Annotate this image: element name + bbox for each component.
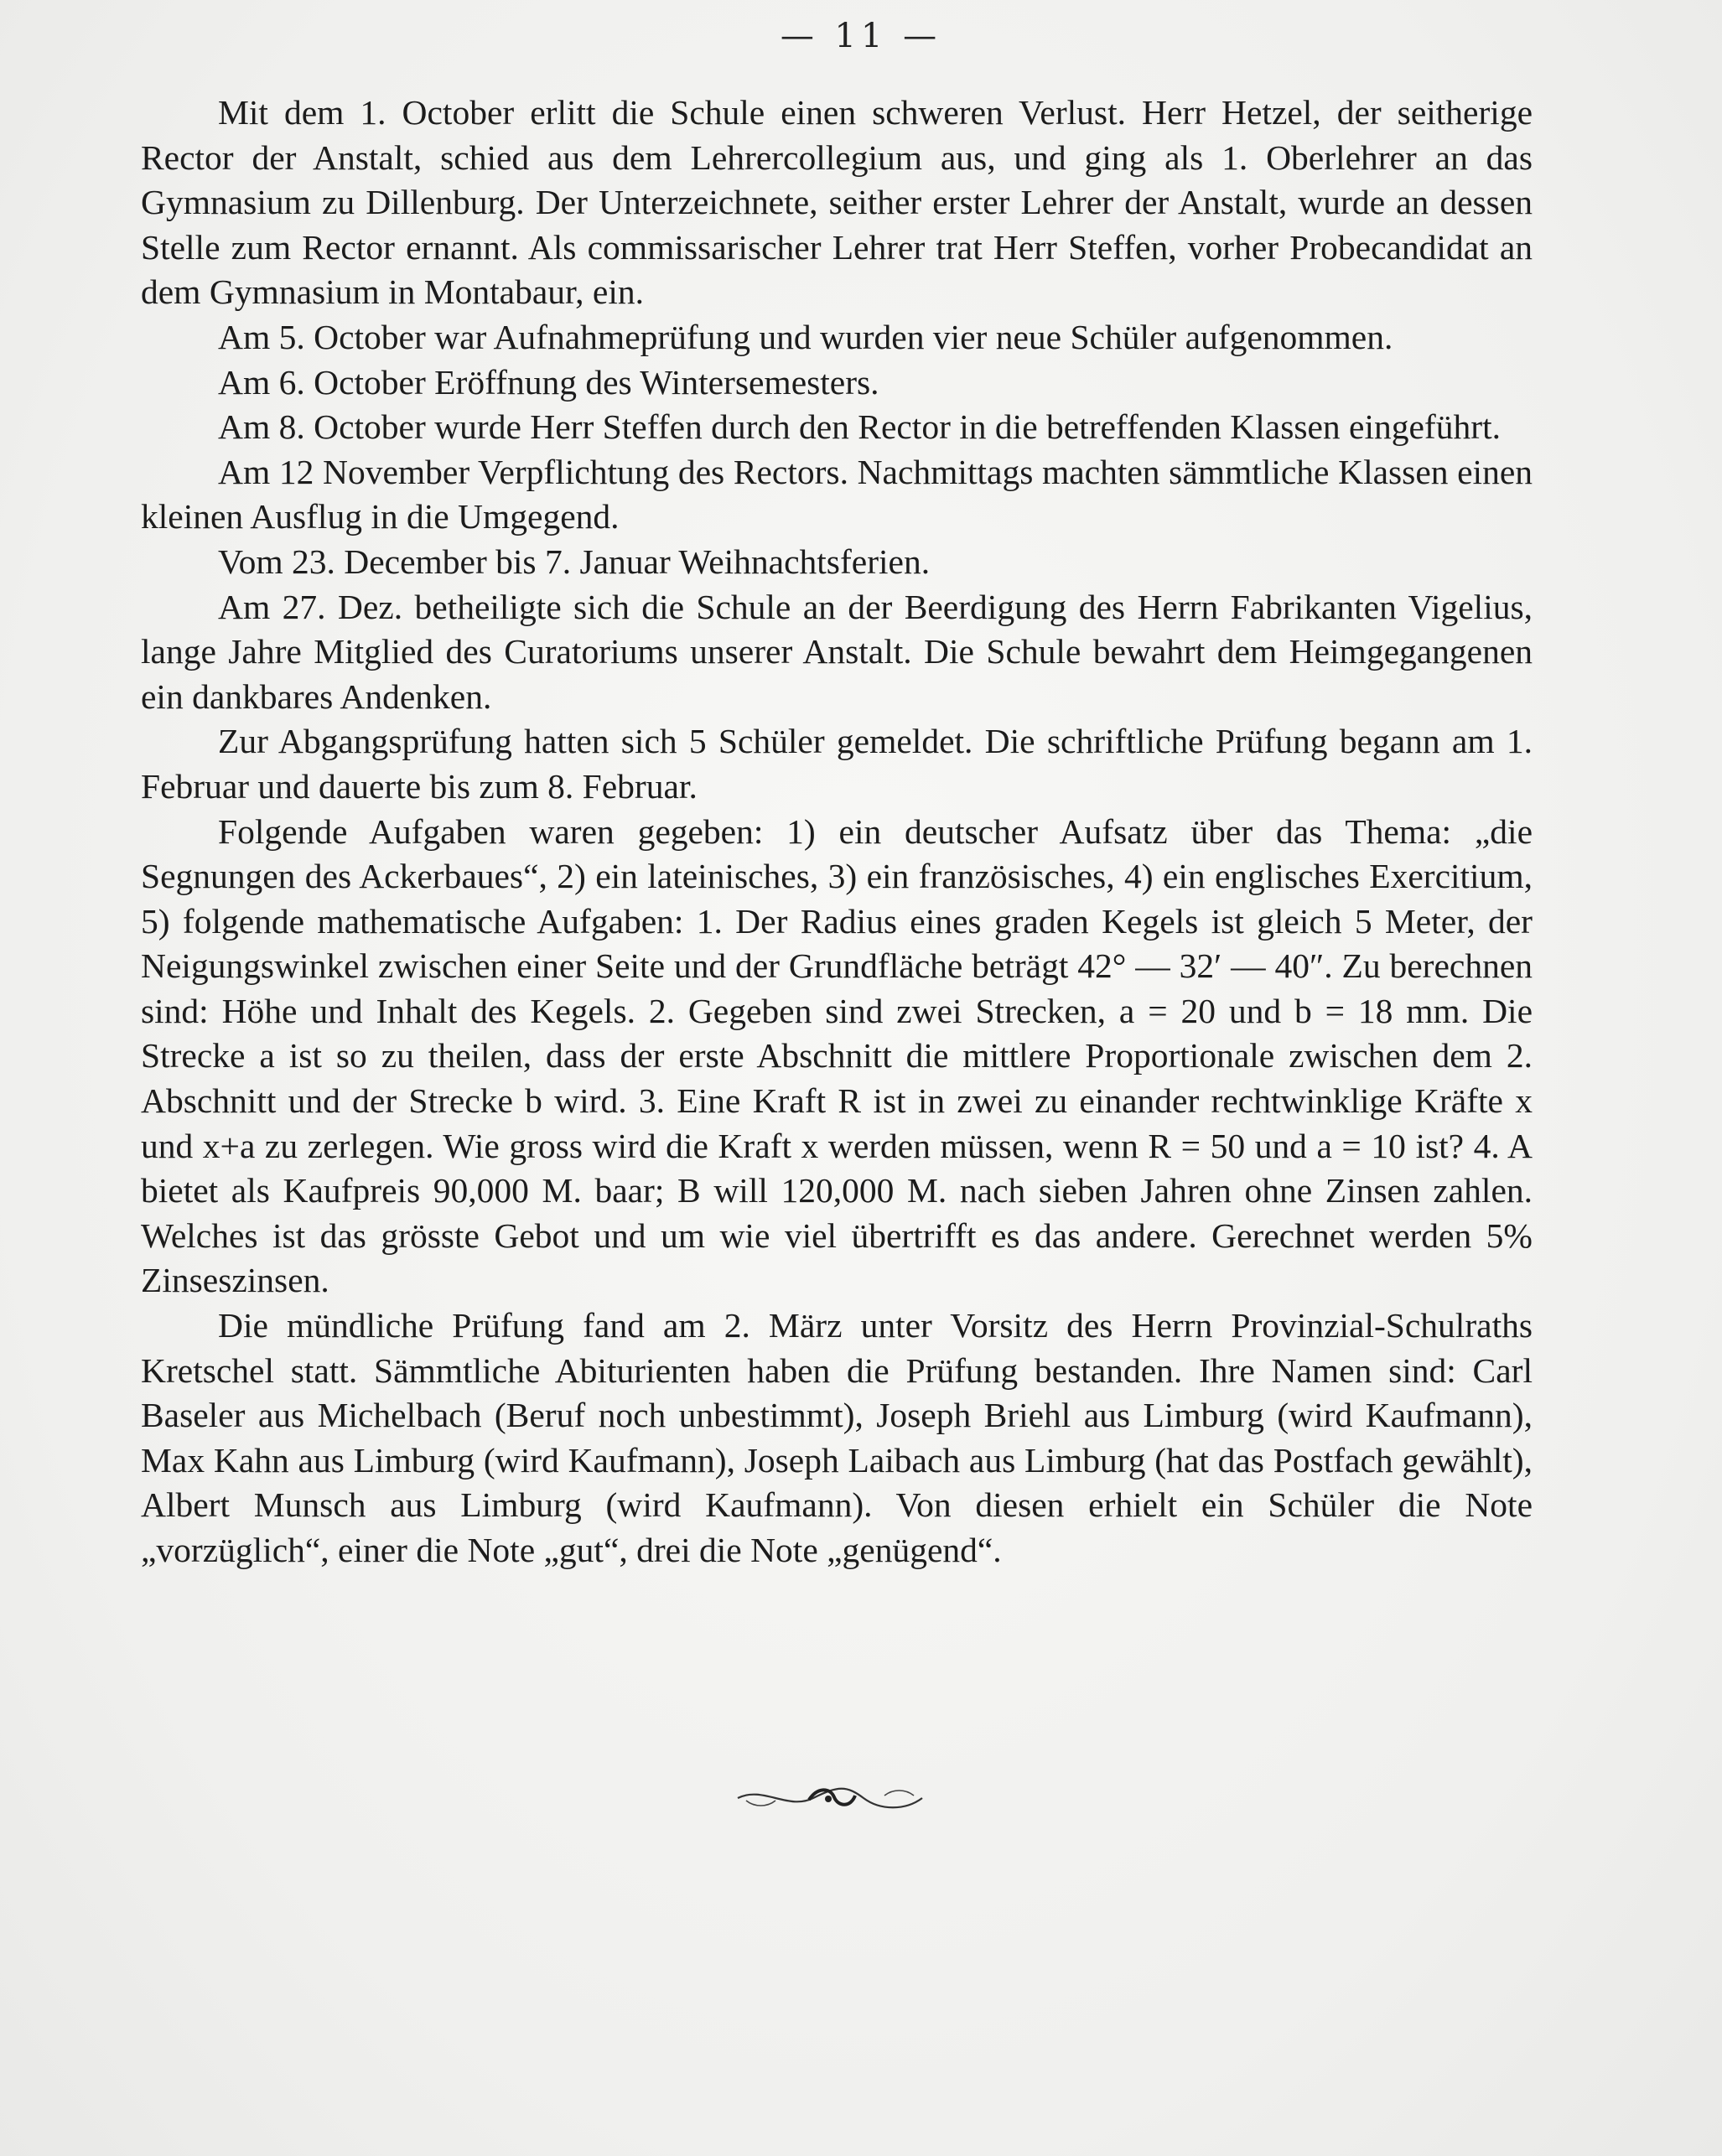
paragraph-exam-tasks: Folgende Aufgaben waren gegeben: 1) ein deutscher Aufsatz über das Thema: „die Segnungen des Ackerbaues“, 2) ein lateinisches, 3) ein französisches, 4) ein englisches Exercitium, 5) folgende mathematische Aufgaben: 1. Der Radius eines graden Kegels ist gleich 5 Meter, der Neigungswinkel zwischen einer Seite und der Grundfläche beträgt 42° — 32′ — 40″. Zu berechnen sind: Höhe und Inhalt des Kegels. 2. Gegeben sind zwei Strecken, a = 20 und b = 18 mm. Die Strecke a ist so zu theilen, dass der erste Abschnitt die mittlere Proportionale zwischen dem 2. Abschnitt und der Strecke b wird. 3. Eine Kraft R ist in zwei zu einander rechtwinklige Kräfte x und x+a zu zerlegen. Wie gross wird die Kraft x werden müssen, wenn R = 50 und a = 10 ist? 4. A bietet als Kaufpreis 90,000 M. baar; B will 120,000 M. nach sieben Jahren ohne Zinsen zahlen. Welches ist das grösste Gebot und um wie viel übertrifft es das andere. Gerechnet werden 5% Zinseszinsen. bbox=[141, 811, 1533, 1300]
decorative-flourish bbox=[729, 1777, 931, 1819]
paragraph-funeral: Am 27. Dez. betheiligte sich die Schule an der Beerdigung des Herrn Fabrikanten Vigelius, lange Jahre Mitglied des Curatoriums unserer Anstalt. Die Schule bewahrt dem Heimgegangenen ein dankbares Andenken. bbox=[141, 587, 1533, 716]
page-number: — 11 — bbox=[780, 17, 942, 55]
paragraph-christmas-holidays: Vom 23. December bis 7. Januar Weihnachtsferien. bbox=[218, 542, 931, 581]
paragraph-entrance-exam: Am 5. October war Aufnahmeprüfung und wurden vier neue Schüler aufgenommen. bbox=[218, 317, 1393, 356]
body-text bbox=[141, 91, 1533, 1573]
paragraph-oral-exam: Die mündliche Prüfung fand am 2. März unter Vorsitz des Herrn Provinzial-Schulraths Kretschel statt. Sämmtliche Abiturienten haben die Prüfung bestanden. Ihre Namen sind: Carl Baseler aus Michelbach (Beruf noch unbestimmt), Joseph Briehl aus Limburg (wird Kaufmann), Max Kahn aus Limburg (wird Kaufmann), Joseph Laibach aus Limburg (hat das Postfach gewählt), Albert Munsch aus Limburg (wird Kaufmann). Von diesen erhielt ein Schüler die Note „vorzüglich“, einer die Note „gut“, drei die Note „genügend“. bbox=[141, 1306, 1533, 1569]
paragraph-final-exam: Zur Abgangsprüfung hatten sich 5 Schüler gemeldet. Die schriftliche Prüfung begann am 1. Februar und dauerte bis zum 8. Februar. bbox=[141, 722, 1533, 806]
paragraph-rector-change: Mit dem 1. October erlitt die Schule einen schweren Verlust. Herr Hetzel, der seitherige Rector der Anstalt, schied aus dem Lehrercollegium aus, und ging als 1. Oberlehrer an das Gymnasium zu Dillenburg. Der Unterzeichnete, seither erster Lehrer der Anstalt, wurde an dessen Stelle zum Rector ernannt. Als commissarischer Lehrer trat Herr Steffen, vorher Probecandidat an dem Gymnasium in Montabaur, ein. bbox=[141, 93, 1533, 312]
paragraph-november-excursion: Am 12 November Verpflichtung des Rectors. Nachmittags machten sämmtliche Klassen einen kleinen Ausflug in die Umgegend. bbox=[141, 452, 1533, 536]
paragraph-steffen-introduction: Am 8. October wurde Herr Steffen durch den Rector in die betreffenden Klassen eingeführt. bbox=[218, 407, 1501, 447]
paragraph-winter-semester: Am 6. October Eröffnung des Wintersemesters. bbox=[218, 362, 879, 402]
